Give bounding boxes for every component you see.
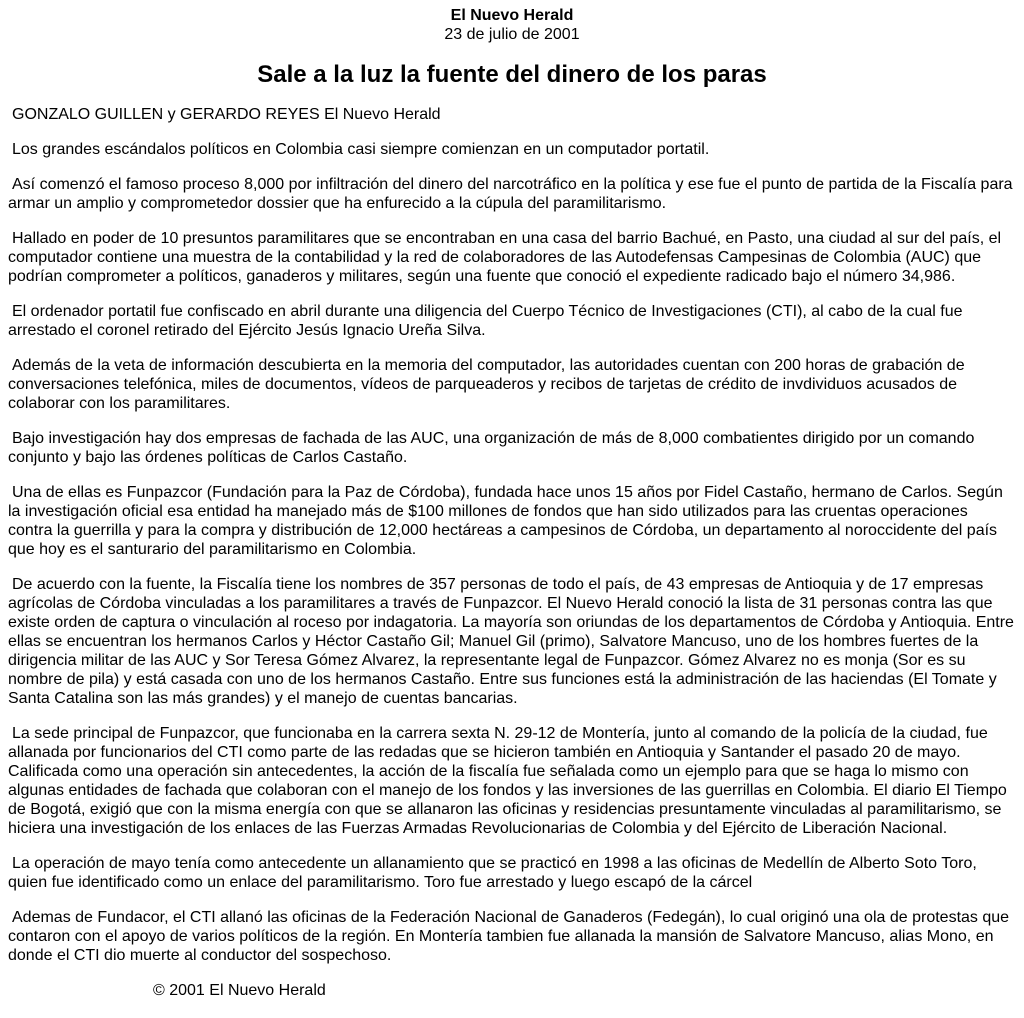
article-paragraph-2: Así comenzó el famoso proceso 8,000 por infiltración del dinero del narcotráfico en la política y ese fue el punto de partida de la Fiscalía para armar un amplio y comprometedor dossier que ha enfurecido a la cúpula del paramilitarismo.: [8, 176, 1013, 212]
article-paragraph-4: El ordenador portatil fue confiscado en abril durante una diligencia del Cuerpo Técnico de Investigaciones (CTI), al cabo de la cual fue arrestado el coronel retirado del Ejército Jesús Ignacio Ureña Silva.: [8, 303, 963, 339]
article-paragraph-9: La sede principal de Funpazcor, que funcionaba en la carrera sexta N. 29-12 de Montería, junto al comando de la policía de la ciudad, fue allanada por funcionarios del CTI como parte de las redadas que se hicieron también en Antioquia y Santander el pasado 20 de mayo. Calificada como una operación sin antecedentes, la acción de la fiscalía fue señalada como un ejemplo para que se haga lo mismo con algunas entidades de fachada que colaboran con el manejo de los fondos y las inversiones de las guerrillas en Colombia. El diario El Tiempo de Bogotá, exigió que con la misma energía con que se allanaron las oficinas y residencias presuntamente vinculadas al paramilitarismo, se hiciera una investigación de los enlaces de las Fuerzas Armadas Revolucionarias de Colombia y del Ejército de Liberación Nacional.: [8, 725, 1007, 837]
copyright-footer: © 2001 El Nuevo Herald: [153, 982, 326, 999]
publication-name: El Nuevo Herald: [450, 7, 574, 24]
article-paragraph-6: Bajo investigación hay dos empresas de fachada de las AUC, una organización de más de 8,000 combatientes dirigido por un comando conjunto y bajo las órdenes políticas de Carlos Castaño.: [8, 430, 975, 466]
article-paragraph-7: Una de ellas es Funpazcor (Fundación para la Paz de Córdoba), fundada hace unos 15 años por Fidel Castaño, hermano de Carlos. Según la investigación oficial esa entidad ha manejado más de $100 millones de fondos que han sido utilizados para las cruentas operaciones contra la guerrilla y para la compra y distribución de 12,000 hectáreas a campesinos de Córdoba, un departamento al noroccidente del país que hoy es el santurario del paramilitarismo en Colombia.: [8, 484, 1003, 558]
article-paragraph-8: De acuerdo con la fuente, la Fiscalía tiene los nombres de 357 personas de todo el país, de 43 empresas de Antioquia y de 17 empresas agrícolas de Córdoba vinculadas a los paramilitares a través de Funpazcor. El Nuevo Herald conoció la lista de 31 personas contra las que existe orden de captura o vinculación al roceso por indagatoria. La mayoría son oriundas de los departamentos de Córdoba y Antioquia. Entre ellas se encuentran los hermanos Carlos y Héctor Castaño Gil; Manuel Gil (primo), Salvatore Mancuso, uno de los hombres fuertes de la dirigencia militar de las AUC y Sor Teresa Gómez Alvarez, la representante legal de Funpazcor. Gómez Alvarez no es monja (Sor es su nombre de pila) y está casada con uno de los hermanos Castaño. Entre sus funciones está la administración de las haciendas (El Tomate y Santa Catalina son las más grandes) y el manejo de cuentas bancarias.: [8, 576, 1014, 707]
article-paragraph-3: Hallado en poder de 10 presuntos paramilitares que se encontraban en una casa del barrio Bachué, en Pasto, una ciudad al sur del país, el computador contiene una muestra de la contabilidad y la red de colaboradores de las Autodefensas Campesinas de Colombia (AUC) que podrían comprometer a políticos, ganaderos y militares, según una fuente que conoció el expediente radicado bajo el número 34,986.: [8, 230, 1002, 285]
article-paragraph-10: La operación de mayo tenía como antecedente un allanamiento que se practicó en 1998 a las oficinas de Medellín de Alberto Soto Toro, quien fue identificado como un enlace del paramilitarismo. Toro fue arrestado y luego escapó de la cárcel: [8, 855, 977, 891]
article-title: Sale a la luz la fuente del dinero de los paras: [257, 61, 767, 88]
byline: GONZALO GUILLEN y GERARDO REYES El Nuevo Herald: [12, 106, 441, 123]
article-paragraph-5: Además de la veta de información descubierta en la memoria del computador, las autoridades cuentan con 200 horas de grabación de conversaciones telefónica, miles de documentos, vídeos de parqueaderos y recibos de tarjetas de crédito de invdividuos acusados de colaborar con los paramilitares.: [8, 357, 965, 412]
publication-date: 23 de julio de 2001: [444, 26, 580, 43]
masthead: [8, 6, 1016, 44]
article-paragraph-1: Los grandes escándalos políticos en Colombia casi siempre comienzan en un computador portatil.: [12, 141, 710, 158]
article-paragraph-11: Ademas de Fundacor, el CTI allanó las oficinas de la Federación Nacional de Ganaderos (Fedegán), lo cual originó una ola de protestas que contaron con el apoyo de varios políticos de la región. En Montería tambien fue allanada la mansión de Salvatore Mancuso, alias Mono, en donde el CTI dio muerte al conductor del sospechoso.: [8, 909, 1010, 964]
